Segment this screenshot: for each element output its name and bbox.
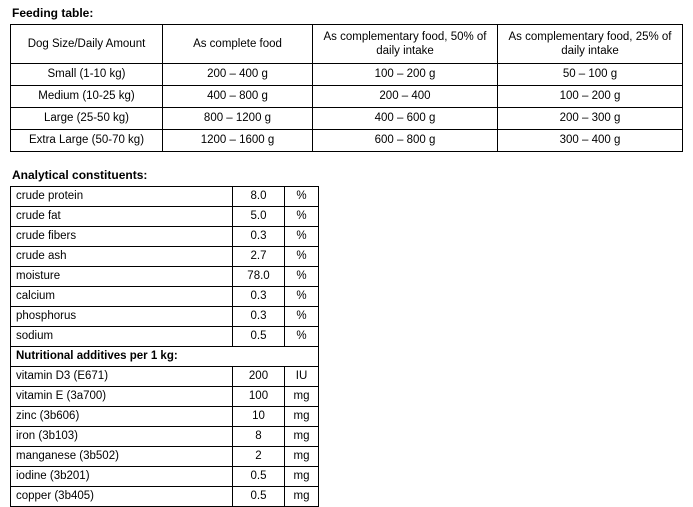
feeding-cell-complete: 400 – 800 g: [163, 86, 313, 108]
table-row: [11, 86, 683, 108]
additive-value: 200: [233, 367, 285, 387]
feeding-cell-comp25: 50 – 100 g: [498, 64, 683, 86]
additive-name: iodine (3b201): [11, 467, 233, 487]
constituent-name: crude fat: [11, 207, 233, 227]
constituent-unit: %: [285, 227, 319, 247]
table-subheader-row: [11, 347, 319, 367]
constituent-name: calcium: [11, 287, 233, 307]
constituent-value: 0.3: [233, 227, 285, 247]
constituent-unit: %: [285, 267, 319, 287]
feeding-cell-comp50: 200 – 400: [313, 86, 498, 108]
constituent-name: phosphorus: [11, 307, 233, 327]
additive-unit: mg: [285, 407, 319, 427]
analytical-section: [10, 168, 683, 507]
additive-value: 0.5: [233, 487, 285, 507]
additive-value: 2: [233, 447, 285, 467]
additive-name: iron (3b103): [11, 427, 233, 447]
feeding-cell-size: Small (1-10 kg): [11, 64, 163, 86]
table-row: [11, 487, 319, 507]
additive-unit: mg: [285, 447, 319, 467]
constituent-value: 8.0: [233, 187, 285, 207]
feeding-cell-complete: 800 – 1200 g: [163, 108, 313, 130]
feeding-header-complementary-50: As complementary food, 50% of daily intake: [313, 25, 498, 64]
feeding-cell-comp25: 200 – 300 g: [498, 108, 683, 130]
table-row: [11, 227, 319, 247]
feeding-cell-comp50: 100 – 200 g: [313, 64, 498, 86]
feeding-cell-size: Extra Large (50-70 kg): [11, 130, 163, 152]
feeding-table-title: Feeding table:: [12, 6, 94, 20]
constituent-unit: %: [285, 247, 319, 267]
constituent-unit: %: [285, 187, 319, 207]
table-row: [11, 367, 319, 387]
feeding-header-complete-food: As complete food: [163, 25, 313, 64]
feeding-cell-comp50: 600 – 800 g: [313, 130, 498, 152]
constituent-name: sodium: [11, 327, 233, 347]
constituent-value: 0.3: [233, 307, 285, 327]
table-row: [11, 327, 319, 347]
table-row: [11, 387, 319, 407]
additive-unit: mg: [285, 387, 319, 407]
table-row: [11, 247, 319, 267]
feeding-cell-complete: 1200 – 1600 g: [163, 130, 313, 152]
analytical-constituents-table: [10, 186, 319, 507]
constituent-name: moisture: [11, 267, 233, 287]
constituent-value: 0.3: [233, 287, 285, 307]
table-row: [11, 467, 319, 487]
table-row: [11, 130, 683, 152]
feeding-header-dog-size: Dog Size/Daily Amount: [11, 25, 163, 64]
additive-value: 10: [233, 407, 285, 427]
additive-unit: mg: [285, 427, 319, 447]
nutritional-additives-subheader: Nutritional additives per 1 kg:: [11, 347, 319, 367]
additive-name: manganese (3b502): [11, 447, 233, 467]
table-row: [11, 108, 683, 130]
constituent-value: 78.0: [233, 267, 285, 287]
additive-value: 100: [233, 387, 285, 407]
additive-name: vitamin E (3a700): [11, 387, 233, 407]
additive-value: 0.5: [233, 467, 285, 487]
constituent-value: 5.0: [233, 207, 285, 227]
table-row: [11, 447, 319, 467]
additive-unit: mg: [285, 487, 319, 507]
table-row: [11, 427, 319, 447]
feeding-cell-comp25: 100 – 200 g: [498, 86, 683, 108]
constituent-name: crude fibers: [11, 227, 233, 247]
constituent-name: crude ash: [11, 247, 233, 267]
feeding-cell-size: Medium (10-25 kg): [11, 86, 163, 108]
additive-name: vitamin D3 (E671): [11, 367, 233, 387]
additive-unit: IU: [285, 367, 319, 387]
feeding-cell-size: Large (25-50 kg): [11, 108, 163, 130]
constituent-unit: %: [285, 287, 319, 307]
feeding-cell-comp50: 400 – 600 g: [313, 108, 498, 130]
table-row: [11, 287, 319, 307]
table-row: [11, 207, 319, 227]
analytical-constituents-title: Analytical constituents:: [12, 168, 148, 182]
constituent-unit: %: [285, 327, 319, 347]
constituent-value: 0.5: [233, 327, 285, 347]
additive-name: zinc (3b606): [11, 407, 233, 427]
feeding-table-header-row: [11, 25, 683, 64]
additive-name: copper (3b405): [11, 487, 233, 507]
table-row: [11, 187, 319, 207]
constituent-unit: %: [285, 307, 319, 327]
feeding-header-complementary-25: As complementary food, 25% of daily intake: [498, 25, 683, 64]
constituent-name: crude protein: [11, 187, 233, 207]
additive-unit: mg: [285, 467, 319, 487]
additive-value: 8: [233, 427, 285, 447]
table-row: [11, 307, 319, 327]
table-row: [11, 267, 319, 287]
constituent-value: 2.7: [233, 247, 285, 267]
table-row: [11, 407, 319, 427]
feeding-cell-complete: 200 – 400 g: [163, 64, 313, 86]
feeding-table: [10, 24, 683, 152]
constituent-unit: %: [285, 207, 319, 227]
feeding-cell-comp25: 300 – 400 g: [498, 130, 683, 152]
table-row: [11, 64, 683, 86]
